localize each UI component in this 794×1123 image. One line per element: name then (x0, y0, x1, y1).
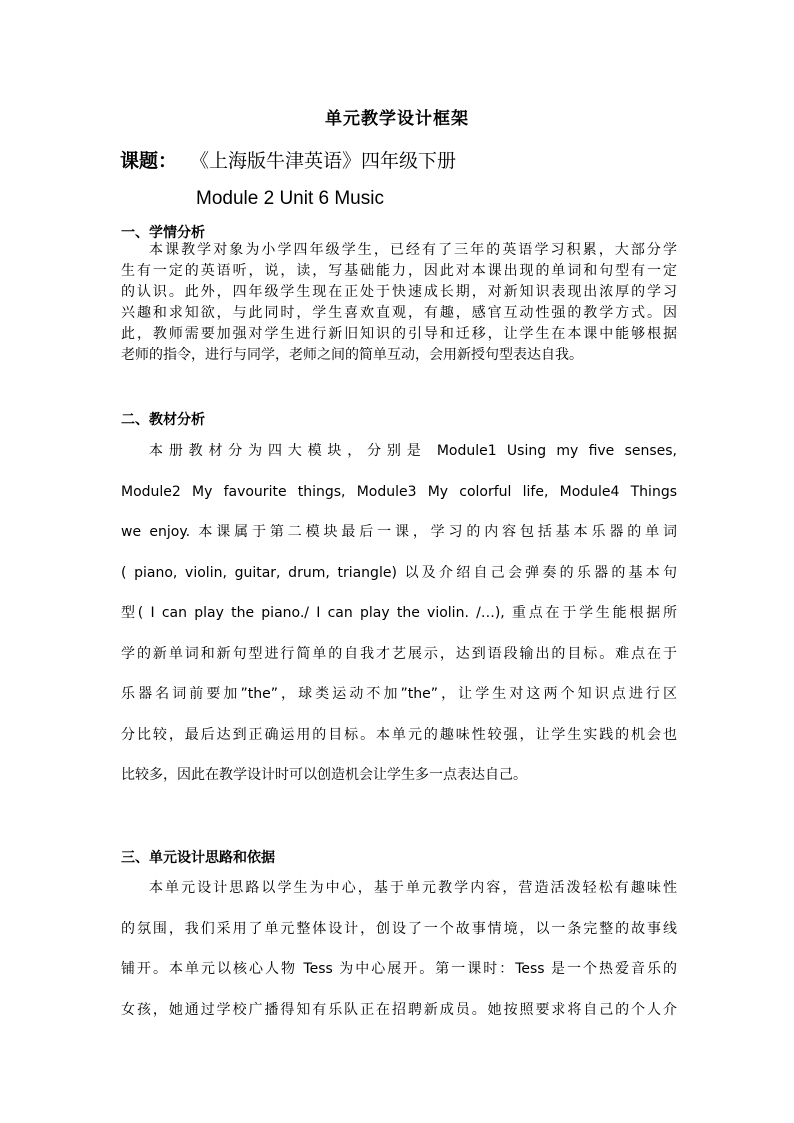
topic-label: 课题： (120, 150, 178, 172)
paragraph-line: 本册教材分为四大模块，分别是 Module1 Using my five senses, (149, 443, 677, 459)
paragraph-line: 的认识。此外，四年级学生现在正处于快速成长期，对新知识表现出浓厚的学习 (121, 284, 677, 300)
paragraph-line: 型( I can play the piano./ I can play the violin. /…), 重点在于学生能根据所 (121, 605, 677, 621)
section-body-material-analysis (121, 431, 677, 796)
paragraph-line: 乐器名词前要加”the”，球类运动不加”the”，让学生对这两个知识点进行区 (121, 686, 677, 702)
paragraph-line: 生有一定的英语听，说，读，写基础能力，因此对本课出现的单词和句型有一定 (121, 263, 677, 279)
topic-value: 《上海版牛津英语》四年级下册 (190, 150, 457, 172)
paragraph-line: 比较多，因此在教学设计时可以创造机会让学生多一点表达自己。 (121, 767, 527, 783)
topic-module: Module 2 Unit 6 Music (196, 188, 384, 209)
document-title: 单元教学设计框架 (325, 109, 469, 129)
paragraph-line: 本单元设计思路以学生为中心，基于单元教学内容，营造活泼轻松有趣味性 (149, 880, 677, 896)
paragraph-line: Module2 My favourite things, Module3 My colorful life, Module4 Things (121, 483, 677, 500)
section-heading-material-analysis: 二、教材分析 (121, 412, 205, 428)
paragraph-line: 铺开。本单元以核心人物 Tess 为中心展开。第一课时：Tess 是一个热爱音乐的 (121, 961, 677, 977)
paragraph-line: ( piano, violin, guitar, drum, triangle) 以及介绍自己会弹奏的乐器的基本句 (121, 564, 677, 581)
paragraph-line: 老师的指令，进行与同学，老师之间的简单互动，会用新授句型表达自我。 (121, 347, 583, 363)
paragraph-line: 此，教师需要加强对学生进行新旧知识的引导和迁移，让学生在本课中能够根据 (121, 326, 677, 342)
section-heading-learner-analysis: 一、学情分析 (121, 225, 205, 241)
paragraph-line: 本课教学对象为小学四年级学生，已经有了三年的英语学习积累，大部分学 (149, 242, 677, 258)
paragraph-line: 分比较，最后达到正确运用的目标。本单元的趣味性较强，让学生实践的机会也 (121, 726, 677, 743)
paragraph-line: we enjoy. 本课属于第二模块最后一课，学习的内容包括基本乐器的单词 (121, 524, 677, 540)
paragraph-line: 学的新单词和新句型进行简单的自我才艺展示，达到语段输出的目标。难点在于 (121, 645, 677, 662)
section-body-learner-analysis (121, 240, 677, 366)
paragraph-line: 的氛围，我们采用了单元整体设计，创设了一个故事情境，以一条完整的故事线 (121, 920, 677, 937)
section-heading-design-rationale: 三、单元设计思路和依据 (121, 850, 275, 866)
paragraph-line: 兴趣和求知欲，与此同时，学生喜欢直观，有趣，感官互动性强的教学方式。因 (121, 305, 677, 321)
section-body-design-rationale (121, 868, 677, 1030)
paragraph-line: 女孩，她通过学校广播得知有乐队正在招聘新成员。她按照要求将自己的个人介 (121, 1001, 677, 1018)
